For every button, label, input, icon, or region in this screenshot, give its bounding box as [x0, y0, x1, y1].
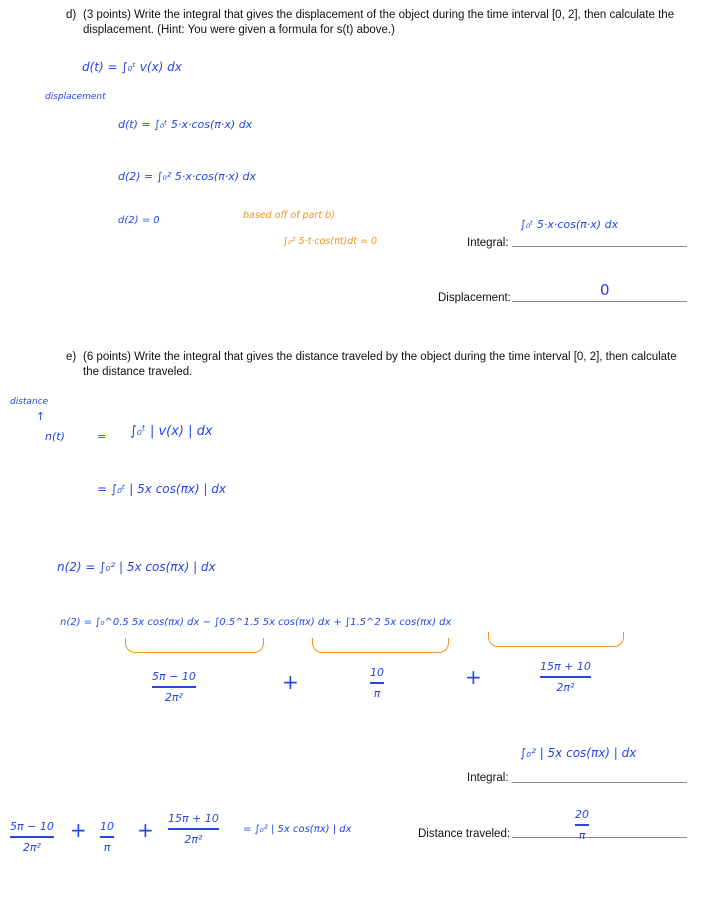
displacement-answer: 0	[600, 281, 610, 299]
part-e-question-line2: the distance traveled.	[83, 366, 193, 378]
bottom-equals-integral: = ∫₀² | 5x cos(πx) | dx	[243, 824, 352, 835]
note-displacement: displacement	[45, 92, 106, 102]
plus-sign: +	[282, 670, 299, 694]
work-e-line4: n(2) = ∫₀^0.5 5x cos(πx) dx − ∫0.5^1.5 5x cos(πx) dx + ∫1.5^2 5x cos(πx) dx	[60, 617, 452, 628]
distance-answer-line	[512, 837, 687, 838]
work-e-line1: ∫₀ᵗ | v(x) | dx	[130, 424, 213, 439]
work-e-lhs: n(t)	[45, 430, 65, 443]
work-d-line3: d(2) = ∫₀² 5·x·cos(π·x) dx	[118, 170, 257, 183]
fraction-1	[152, 670, 196, 704]
fraction-2-numerator: 10	[100, 820, 114, 833]
work-e-eq: =	[97, 430, 107, 443]
orange-brace	[312, 638, 449, 653]
work-d-line1: d(t) = ∫₀ᵗ v(x) dx	[82, 60, 182, 74]
work-d-line4: d(2) = 0	[118, 215, 160, 226]
part-e-question-line1: (6 points) Write the integral that gives the distance traveled by the object during the time interval [0, 2], then calculate	[83, 351, 677, 363]
fraction-2	[370, 666, 384, 700]
orange-brace	[488, 632, 624, 647]
fraction-1-denominator: 2π²	[22, 840, 41, 854]
fraction-3-numerator: 15π + 10	[540, 660, 591, 673]
bottom-fraction-1	[10, 820, 54, 854]
integral-answer-d: ∫₀ᵗ 5·x·cos(π·x) dx	[520, 218, 619, 231]
integral-label-d: Integral:	[467, 237, 509, 249]
fraction-1-denominator: 2π²	[164, 690, 183, 704]
displacement-label: Displacement:	[438, 292, 511, 304]
fraction-3	[540, 660, 591, 694]
distance-denominator: π	[578, 828, 586, 842]
work-e-line2: = ∫₀ᵗ | 5x cos(πx) | dx	[97, 482, 226, 496]
bottom-fraction-2	[100, 820, 114, 854]
part-d-question-line2: displacement. (Hint: You were given a formula for s(t) above.)	[83, 24, 395, 36]
note-distance: distance	[10, 397, 49, 407]
part-d-label: d)	[66, 9, 77, 21]
fraction-3-denominator: 2π²	[556, 680, 575, 694]
part-e-label: e)	[66, 351, 77, 363]
plus-sign: +	[137, 818, 154, 842]
fraction-3-numerator: 15π + 10	[168, 812, 219, 825]
plus-sign: +	[465, 665, 482, 689]
plus-sign: +	[70, 818, 87, 842]
orange-integral: ∫₀² 5·t·cos(πt)dt = 0	[283, 236, 378, 247]
fraction-3-denominator: 2π²	[184, 832, 203, 846]
fraction-2-numerator: 10	[370, 666, 384, 679]
orange-note: based off of part b)	[243, 210, 335, 221]
distance-answer	[575, 808, 589, 842]
integral-answer-e: ∫₀² | 5x cos(πx) | dx	[520, 746, 637, 760]
fraction-2-denominator: π	[103, 840, 111, 854]
distance-numerator: 20	[575, 808, 589, 821]
part-d-question-line1: (3 points) Write the integral that gives the displacement of the object during the time interval [0, 2], then calculate the	[83, 9, 675, 21]
fraction-1-numerator: 5π − 10	[10, 820, 54, 833]
arrow-up-icon: ↑	[36, 410, 46, 423]
fraction-1-numerator: 5π − 10	[152, 670, 196, 683]
displacement-answer-line	[512, 301, 687, 302]
distance-label: Distance traveled:	[418, 828, 511, 840]
bottom-fraction-3	[168, 812, 219, 846]
work-e-line3: n(2) = ∫₀² | 5x cos(πx) | dx	[57, 560, 216, 574]
orange-brace	[125, 638, 264, 653]
fraction-2-denominator: π	[373, 686, 381, 700]
integral-answer-line-d	[512, 246, 687, 247]
integral-answer-line-e	[512, 782, 687, 783]
integral-label-e: Integral:	[467, 772, 509, 784]
work-d-line2: d(t) = ∫₀ᵗ 5·x·cos(π·x) dx	[118, 118, 253, 131]
